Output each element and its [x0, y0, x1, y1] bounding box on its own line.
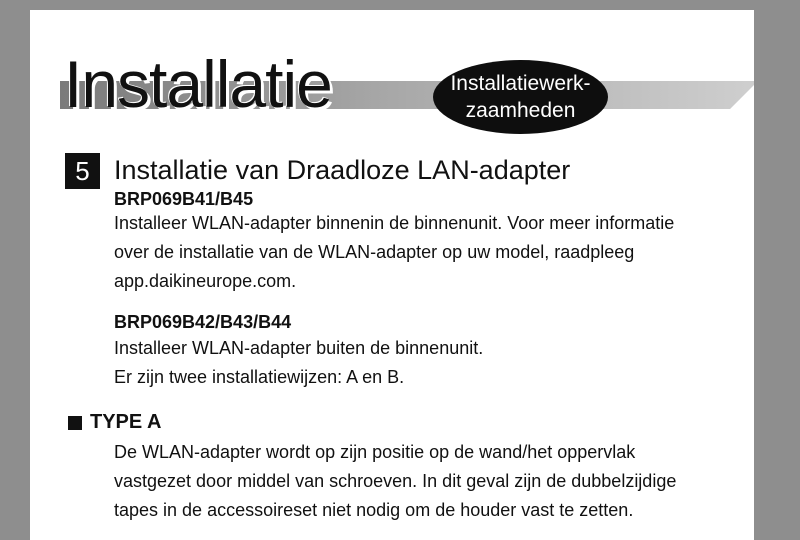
square-bullet-icon [68, 416, 82, 430]
paragraph-line: De WLAN-adapter wordt op zijn positie op de wand/het oppervlak [114, 442, 636, 462]
paragraph-line: Er zijn twee installatiewijzen: A en B. [114, 367, 405, 387]
document-page [30, 10, 754, 540]
type-a-heading [68, 411, 162, 434]
paragraph-line: over de installatie van de WLAN-adapter op uw model, raadpleeg [114, 242, 635, 262]
chapter-badge [433, 60, 608, 134]
paragraph-type-a [114, 438, 676, 525]
paragraph-line: tapes in de accessoireset niet nodig om de houder vast te zetten. [114, 500, 634, 520]
paragraph-inside-install [114, 209, 674, 296]
paragraph-line: Installeer WLAN-adapter buiten de binnenunit. [114, 338, 484, 358]
paragraph-line: app.daikineurope.com. [114, 271, 297, 291]
type-a-heading-text: TYPE A [90, 411, 162, 433]
section-title: Installatie van Draadloze LAN-adapter [114, 155, 571, 185]
paragraph-line: vastgezet door middel van schroeven. In dit geval zijn de dubbelzijdige [114, 471, 677, 491]
badge-line-1: Installatiewerk- [450, 72, 591, 95]
model-label-brp069b41: BRP069B41/B45 [114, 189, 254, 209]
model-label-brp069b42: BRP069B42/B43/B44 [114, 312, 292, 332]
page-title: Installatie [64, 47, 332, 121]
badge-line-2: zaamheden [465, 99, 576, 122]
paragraph-line: Installeer WLAN-adapter binnenin de binnenunit. Voor meer informatie [114, 213, 675, 233]
paragraph-outside-install [114, 334, 483, 392]
section-number: 5 [65, 153, 100, 189]
